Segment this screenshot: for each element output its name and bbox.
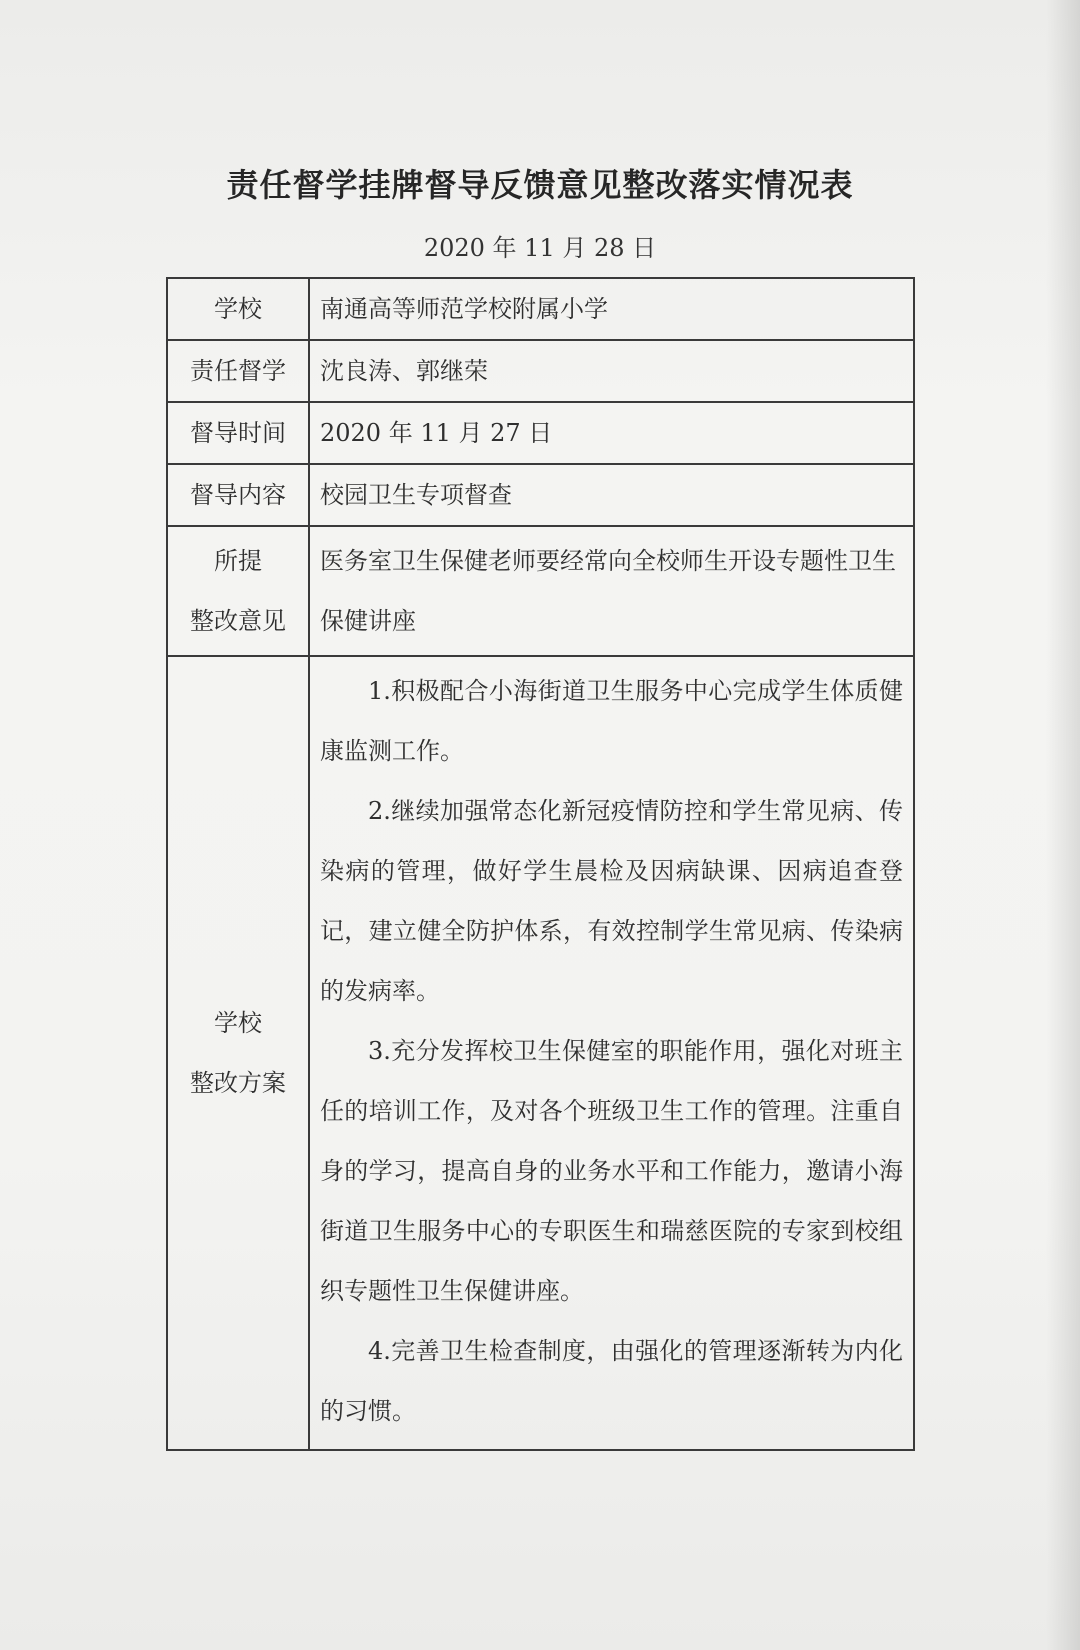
rectification-table	[166, 277, 915, 1451]
time-label: 督导时间	[167, 402, 309, 464]
plan-item-4: 4.完善卫生检查制度，由强化的管理逐渐转为内化的习惯。	[320, 1337, 903, 1425]
school-label: 学校	[167, 278, 309, 340]
row-opinion	[167, 526, 914, 656]
school-value: 南通高等师范学校附属小学	[309, 278, 914, 340]
supervisor-value: 沈良涛、郭继荣	[309, 340, 914, 402]
plan-item-2: 2.继续加强常态化新冠疫情防控和学生常见病、传染病的管理，做好学生晨检及因病缺课、因病追查登记，建立健全防护体系，有效控制学生常见病、传染病的发病率。	[320, 797, 903, 1005]
time-value: 2020 年 11 月 27 日	[309, 402, 914, 464]
row-school	[167, 278, 914, 340]
row-time	[167, 402, 914, 464]
plan-item-3: 3.充分发挥校卫生保健室的职能作用，强化对班主任的培训工作，及对各个班级卫生工作的管理。注重自身的学习，提高自身的业务水平和工作能力，邀请小海街道卫生服务中心的专职医生和瑞慈医院的专家到校组织专题性卫生保健讲座。	[320, 1037, 903, 1305]
plan-value	[309, 656, 914, 1450]
supervisor-label: 责任督学	[167, 340, 309, 402]
document-date: 2020 年 11 月 28 日	[423, 234, 657, 262]
content-label: 督导内容	[167, 464, 309, 526]
opinion-label-line1: 所提	[214, 547, 262, 575]
opinion-label-line2: 整改意见	[190, 607, 286, 635]
plan-label-line1: 学校	[214, 1009, 262, 1037]
document-title: 责任督学挂牌督导反馈意见整改落实情况表	[226, 166, 854, 204]
row-plan	[167, 656, 914, 1450]
plan-label-line2: 整改方案	[190, 1069, 286, 1097]
opinion-value: 医务室卫生保健老师要经常向全校师生开设专题性卫生保健讲座	[309, 526, 914, 656]
row-supervisor	[167, 340, 914, 402]
plan-label	[167, 656, 309, 1450]
opinion-label	[167, 526, 309, 656]
plan-item-1: 1.积极配合小海街道卫生服务中心完成学生体质健康监测工作。	[320, 677, 903, 765]
row-content	[167, 464, 914, 526]
content-value: 校园卫生专项督查	[309, 464, 914, 526]
